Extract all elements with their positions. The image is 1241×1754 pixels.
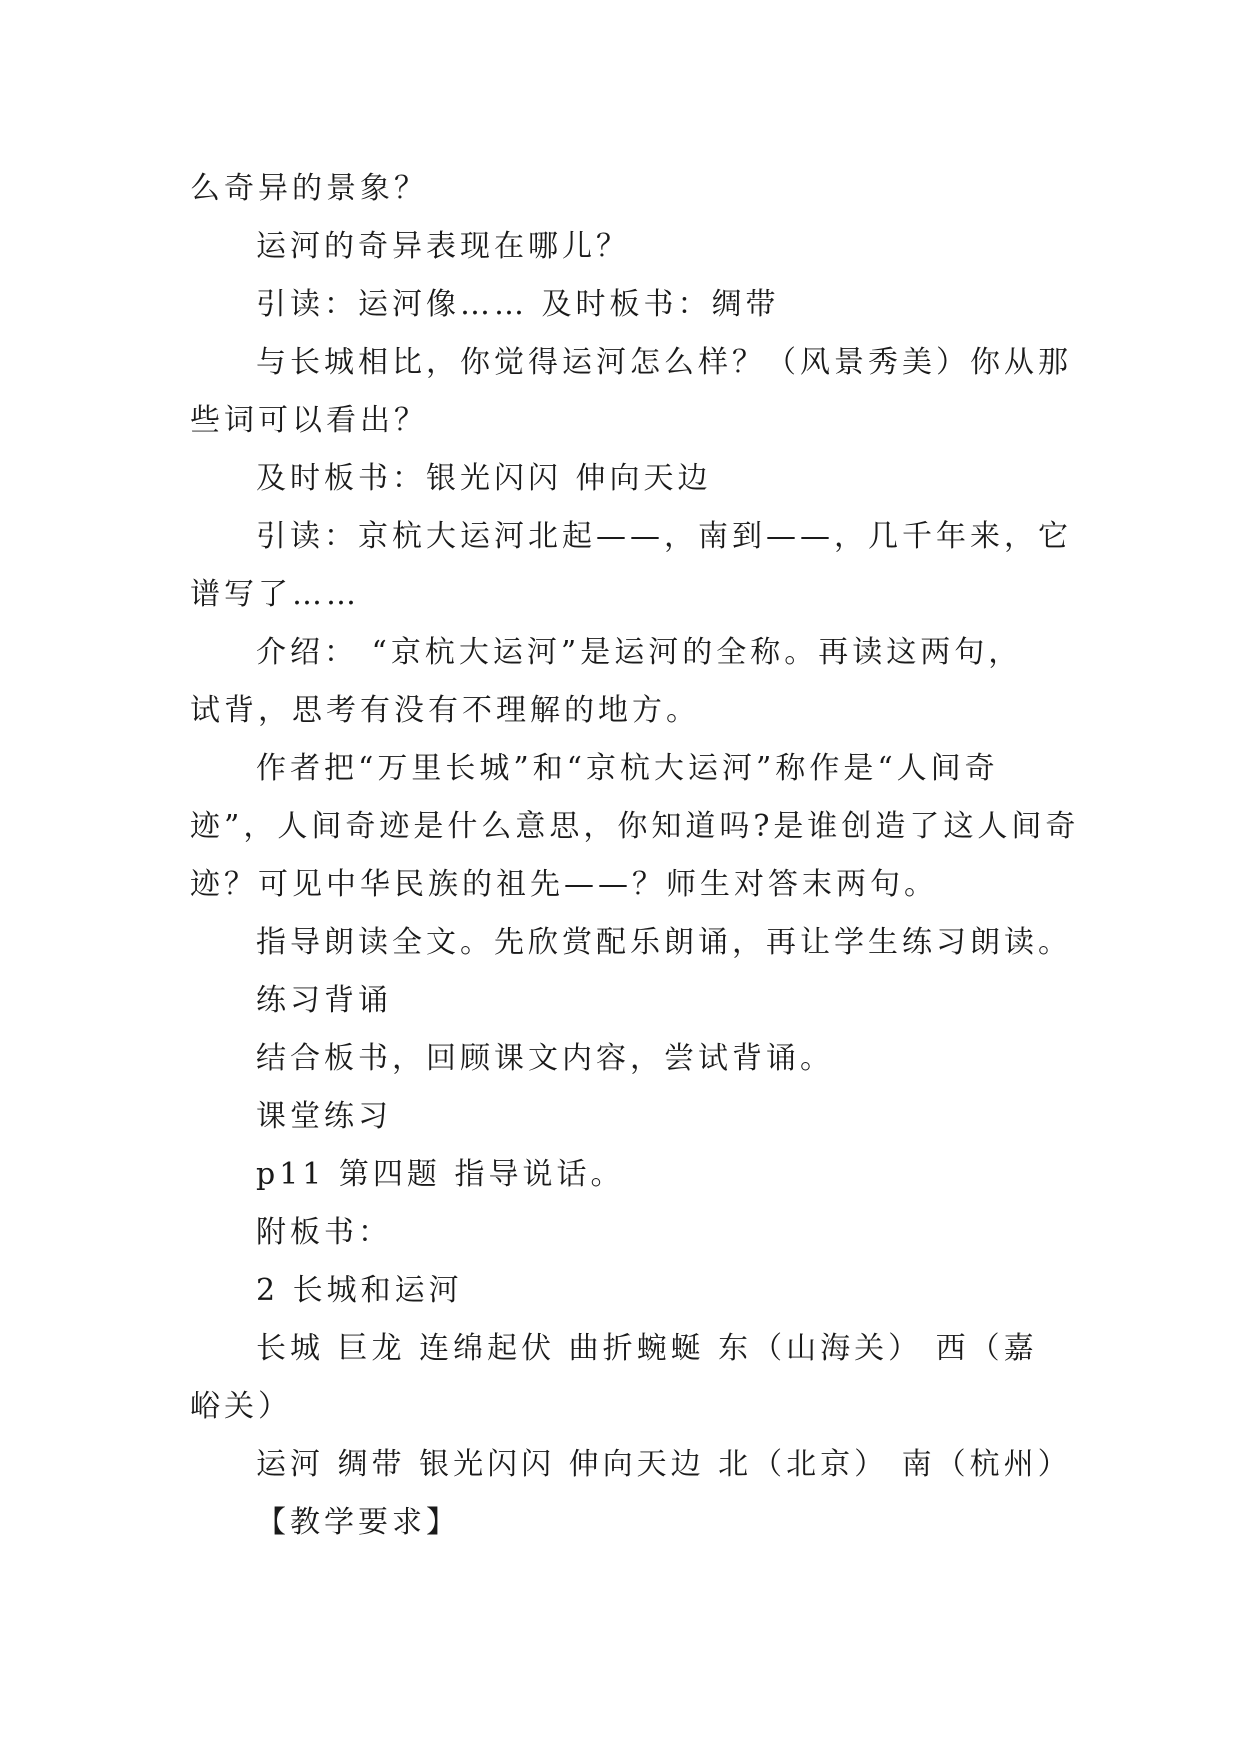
text-line: 附板书： [256,1215,392,1250]
text-line: 试背，思考有没有不理解的地方。 [190,693,700,728]
text-line: 介绍： “京杭大运河”是运河的全称。再读这两句， [256,635,1023,670]
text-line: 作者把“万里长城”和“京杭大运河”称作是“人间奇 [256,751,999,786]
text-line: 与长城相比，你觉得运河怎么样？（风景秀美）你从那 [256,345,1072,380]
text-line: 迹？可见中华民族的祖先——？师生对答末两句。 [190,867,938,902]
text-line: 练习背诵 [256,983,392,1018]
text-line: 运河 绸带 银光闪闪 伸向天边 北（北京） 南（杭州） [256,1447,1072,1482]
text-line: 结合板书，回顾课文内容，尝试背诵。 [256,1041,834,1076]
document-body [190,160,1080,1552]
text-line: 课堂练习 [256,1099,392,1134]
text-line: 引读：京杭大运河北起——，南到——，几千年来，它 [256,519,1072,554]
text-line: 迹”，人间奇迹是什么意思，你知道吗?是谁创造了这人间奇 [190,809,1080,844]
text-line: 谱写了…… [190,577,360,612]
text-line: 运河的奇异表现在哪儿？ [256,229,630,264]
text-line: 引读：运河像…… 及时板书：绸带 [256,287,780,322]
text-line: 指导朗读全文。先欣赏配乐朗诵，再让学生练习朗读。 [256,925,1072,960]
text-line: 长城 巨龙 连绵起伏 曲折蜿蜒 东（山海关） 西（嘉 [256,1331,1038,1366]
text-line: 及时板书：银光闪闪 伸向天边 [256,461,712,496]
text-line: 么奇异的景象？ [190,171,428,206]
text-line: 峪关） [190,1389,292,1424]
text-line: 2 长城和运河 [256,1273,463,1308]
text-line: 【教学要求】 [256,1505,460,1540]
text-line: 些词可以看出？ [190,403,428,438]
text-line: p11 第四题 指导说话。 [256,1157,625,1192]
